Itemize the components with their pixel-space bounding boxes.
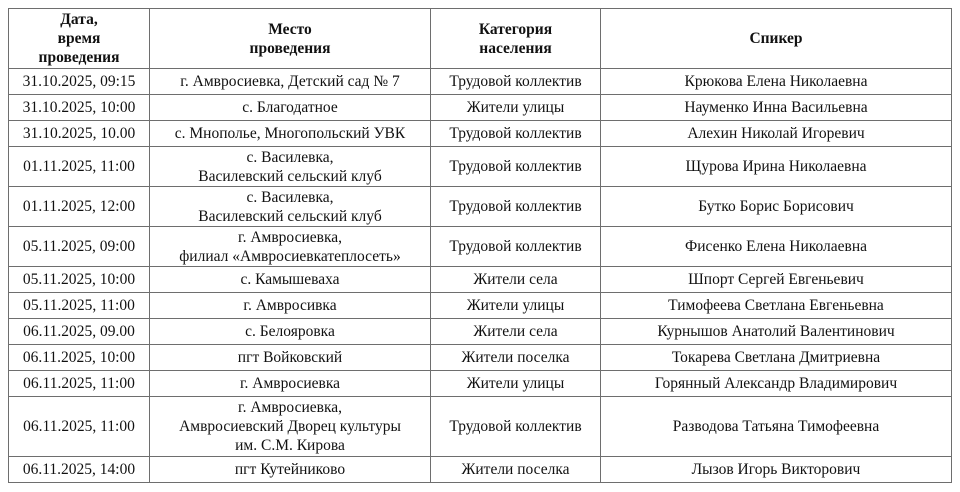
cell-datetime: 01.11.2025, 11:00 (9, 147, 150, 187)
place-line: им. С.М. Кирова (235, 437, 345, 454)
place-line: с. Василевка, (246, 148, 334, 166)
cell-speaker: Горянный Александр Владимирович (601, 371, 952, 397)
place-line: г. Амвросиевка, Детский сад № 7 (180, 73, 400, 90)
cell-place (150, 345, 431, 371)
cell-datetime: 06.11.2025, 11:00 (9, 371, 150, 397)
cell-category: Жители улицы (431, 95, 601, 121)
place-line: Василевский сельский клуб (198, 167, 382, 185)
place-line: пгт Кутейниково (234, 461, 346, 478)
cell-place (150, 227, 431, 267)
cell-speaker: Науменко Инна Васильевна (601, 95, 952, 121)
cell-speaker: Разводова Татьяна Тимофеевна (601, 397, 952, 457)
cell-speaker: Токарева Светлана Дмитриевна (601, 345, 952, 371)
cell-datetime: 05.11.2025, 10:00 (9, 267, 150, 293)
table-row (9, 345, 952, 371)
cell-category: Трудовой коллектив (431, 147, 601, 187)
cell-category: Трудовой коллектив (431, 227, 601, 267)
cell-place (150, 267, 431, 293)
cell-place (150, 147, 431, 187)
table-row (9, 371, 952, 397)
place-line: с. Благодатное (242, 99, 338, 116)
cell-speaker: Алехин Николай Игоревич (601, 121, 952, 147)
cell-category: Трудовой коллектив (431, 69, 601, 95)
schedule-table (8, 8, 952, 483)
cell-datetime: 06.11.2025, 14:00 (9, 457, 150, 483)
table-row (9, 267, 952, 293)
table-row (9, 397, 952, 457)
cell-place (150, 95, 431, 121)
cell-speaker: Курнышов Анатолий Валентинович (601, 319, 952, 345)
cell-category: Трудовой коллектив (431, 121, 601, 147)
place-line: с. Мнополье, Многопольский УВК (174, 125, 406, 142)
table-row (9, 147, 952, 187)
header-datetime: Дата, время проведения (9, 9, 150, 69)
place-line: Амвросиевский Дворец культуры (179, 418, 401, 435)
cell-datetime: 06.11.2025, 10:00 (9, 345, 150, 371)
place-line: г. Амвросивка (243, 297, 337, 314)
header-place: Место проведения (150, 9, 431, 69)
cell-speaker: Крюкова Елена Николаевна (601, 69, 952, 95)
cell-place (150, 69, 431, 95)
place-line: с. Белояровка (245, 323, 335, 340)
cell-speaker: Фисенко Елена Николаевна (601, 227, 952, 267)
cell-category: Жители поселка (431, 457, 601, 483)
place-line: г. Амвросиевка (239, 375, 341, 392)
cell-place (150, 457, 431, 483)
cell-speaker: Шпорт Сергей Евгеньевич (601, 267, 952, 293)
cell-category: Жители поселка (431, 345, 601, 371)
header-speaker: Спикер (601, 9, 952, 69)
cell-datetime: 31.10.2025, 10:00 (9, 95, 150, 121)
cell-category: Жители улицы (431, 293, 601, 319)
place-line: филиал «Амвросиевкатеплосеть» (179, 247, 401, 265)
place-line: г. Амвросиевка, (238, 399, 342, 416)
cell-category: Жители села (431, 319, 601, 345)
place-line: г. Амвросиевка, (238, 228, 342, 246)
cell-category: Жители села (431, 267, 601, 293)
cell-place (150, 397, 431, 457)
cell-place (150, 319, 431, 345)
table-row (9, 187, 952, 227)
cell-category: Жители улицы (431, 371, 601, 397)
cell-datetime: 31.10.2025, 10.00 (9, 121, 150, 147)
place-line: Василевский сельский клуб (198, 207, 382, 225)
table-row (9, 121, 952, 147)
cell-category: Трудовой коллектив (431, 187, 601, 227)
cell-datetime: 01.11.2025, 12:00 (9, 187, 150, 227)
cell-speaker: Щурова Ирина Николаевна (601, 147, 952, 187)
cell-datetime: 31.10.2025, 09:15 (9, 69, 150, 95)
table-row (9, 227, 952, 267)
place-line: с. Камышеваха (240, 271, 340, 288)
cell-speaker: Лызов Игорь Викторович (601, 457, 952, 483)
header-category: Категория населения (431, 9, 601, 69)
cell-speaker: Тимофеева Светлана Евгеньевна (601, 293, 952, 319)
cell-place (150, 187, 431, 227)
table-row (9, 319, 952, 345)
table-row (9, 95, 952, 121)
cell-place (150, 371, 431, 397)
table-row (9, 457, 952, 483)
cell-datetime: 05.11.2025, 09:00 (9, 227, 150, 267)
place-line: с. Василевка, (246, 188, 334, 206)
cell-place (150, 121, 431, 147)
cell-datetime: 05.11.2025, 11:00 (9, 293, 150, 319)
cell-category: Трудовой коллектив (431, 397, 601, 457)
table-body (9, 69, 952, 483)
cell-datetime: 06.11.2025, 11:00 (9, 397, 150, 457)
cell-speaker: Бутко Борис Борисович (601, 187, 952, 227)
cell-datetime: 06.11.2025, 09.00 (9, 319, 150, 345)
table-row (9, 293, 952, 319)
place-line: пгт Войковский (237, 349, 343, 366)
table-row (9, 69, 952, 95)
cell-place (150, 293, 431, 319)
header-row (9, 9, 952, 69)
